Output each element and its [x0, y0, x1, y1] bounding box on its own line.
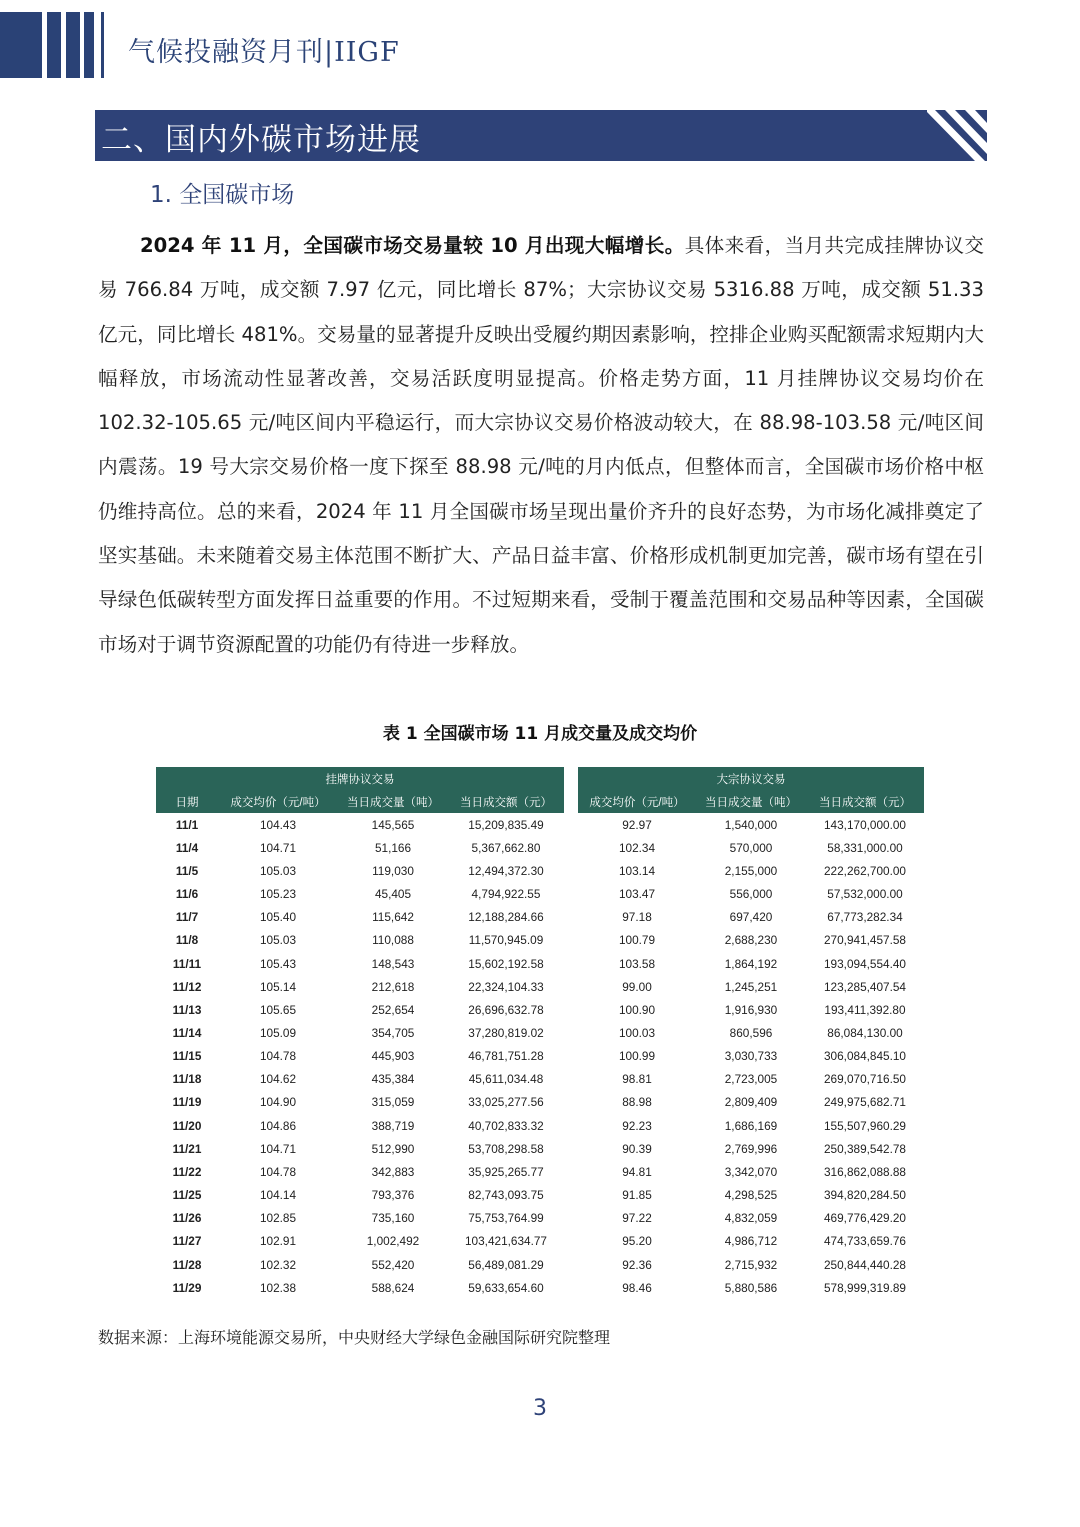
table-cell: 35,925,265.77 — [468, 1164, 544, 1179]
table-row — [156, 1137, 564, 1160]
table-cell: 51,166 — [374, 840, 412, 855]
table-row — [156, 836, 564, 859]
table-cell: 193,411,392.80 — [824, 1002, 906, 1017]
table-cell: 5,880,586 — [724, 1280, 778, 1295]
table-cell: 22,324,104.33 — [468, 979, 544, 994]
table-cell: 105.40 — [259, 910, 297, 925]
table-cell: 102.91 — [259, 1234, 297, 1249]
table-cell: 104.62 — [259, 1072, 297, 1087]
table-cell: 2,769,996 — [724, 1141, 778, 1156]
table-row — [156, 998, 564, 1021]
table-row — [578, 882, 924, 905]
column-header: 成交均价（元/吨） — [218, 790, 338, 813]
date-cell: 11/13 — [172, 1002, 202, 1017]
table-cell: 2,809,409 — [724, 1095, 778, 1110]
table-cell: 40,702,833.32 — [468, 1118, 544, 1133]
table-cell: 212,618 — [371, 979, 415, 994]
table-row — [156, 882, 564, 905]
table-cell: 145,565 — [371, 817, 415, 832]
table-row — [578, 1137, 924, 1160]
table-cell: 104.14 — [259, 1188, 297, 1203]
table-cell: 860,596 — [729, 1025, 773, 1040]
table-cell: 552,420 — [371, 1257, 415, 1272]
table-cell: 105.14 — [259, 979, 297, 994]
table-cell: 193,094,554.40 — [823, 956, 906, 971]
date-cell: 11/7 — [175, 910, 199, 925]
table-cell: 105.43 — [259, 956, 297, 971]
date-cell: 11/26 — [172, 1211, 202, 1226]
table-cell: 3,342,070 — [724, 1164, 778, 1179]
table-cell: 735,160 — [371, 1211, 415, 1226]
table-cell: 155,507,960.29 — [823, 1118, 906, 1133]
date-cell: 11/6 — [175, 887, 199, 902]
table-cell: 12,188,284.66 — [468, 910, 544, 925]
table-cell: 95.20 — [622, 1234, 652, 1249]
date-cell: 11/18 — [172, 1072, 202, 1087]
table-cell: 92.97 — [622, 817, 652, 832]
table-cell: 100.90 — [618, 1002, 656, 1017]
table-row — [578, 1045, 924, 1068]
table-cell: 315,059 — [371, 1095, 415, 1110]
table-cell: 388,719 — [371, 1118, 415, 1133]
table-cell: 2,723,005 — [724, 1072, 778, 1087]
table-cell: 103.58 — [618, 956, 656, 971]
table-cell: 91.85 — [622, 1188, 652, 1203]
table-cell: 59,633,654.60 — [468, 1280, 544, 1295]
table-row — [578, 1068, 924, 1091]
date-cell: 11/27 — [172, 1234, 202, 1249]
table-cell: 75,753,764.99 — [468, 1211, 544, 1226]
table-cell: 99.00 — [622, 979, 652, 994]
table-row — [578, 975, 924, 998]
table-cell: 474,733,659.76 — [823, 1234, 906, 1249]
table-cell: 394,820,284.50 — [823, 1188, 906, 1203]
table-cell: 56,489,081.29 — [468, 1257, 544, 1272]
table-cell: 104.86 — [259, 1118, 297, 1133]
table-cell: 102.85 — [259, 1211, 297, 1226]
date-cell: 11/29 — [172, 1280, 202, 1295]
table-cell: 119,030 — [372, 863, 414, 878]
date-cell: 11/1 — [175, 817, 199, 832]
table-cell: 512,990 — [371, 1141, 415, 1156]
table-row — [578, 859, 924, 882]
table-cell: 469,776,429.20 — [823, 1211, 906, 1226]
table-caption: 表 1 全国碳市场 11 月成交量及成交均价 — [382, 724, 698, 744]
table-row — [578, 952, 924, 975]
table-cell: 15,209,835.49 — [468, 817, 544, 832]
table-cell: 1,916,930 — [724, 1002, 778, 1017]
table-cell: 102.32 — [259, 1257, 297, 1272]
banner-stripes-icon — [927, 110, 987, 161]
date-cell: 11/19 — [172, 1095, 202, 1110]
table-cell: 250,844,440.28 — [823, 1257, 906, 1272]
table-cell: 1,002,492 — [366, 1234, 420, 1249]
table-row — [578, 929, 924, 952]
table-cell: 252,654 — [371, 1002, 415, 1017]
date-cell: 11/15 — [172, 1049, 202, 1064]
table-cell: 33,025,277.56 — [468, 1095, 544, 1110]
table-cell: 316,862,088.88 — [823, 1164, 906, 1179]
table-row — [578, 1253, 924, 1276]
table-row — [578, 836, 924, 859]
sub-heading: 1. 全国碳市场 — [150, 182, 295, 208]
table-cell: 104.78 — [259, 1049, 297, 1064]
table-cell: 104.90 — [259, 1095, 297, 1110]
table-cell: 4,832,059 — [724, 1211, 778, 1226]
table-row — [156, 1207, 564, 1230]
paragraph-body: 具体来看，当月共完成挂牌协议交易 766.84 万吨，成交额 7.97 亿元，同比增长 87%；大宗协议交易 5316.88 万吨，成交额 51.33 亿元，同比增长 481%。交易量的显著提升反映出受履约期因素影响，控排企业购买配额需求短期内大幅释放，市场流动性显著改善，交易活跃度明显提高。价格走势方面，11 月挂牌协议交易均价在 102.32-105.65 元/吨区间内平稳运行，而大宗协议交易价格波动较大，在 88.98-103.58 元/吨区间内震荡。19 号大宗交易价格一度下探至 88.98 元/吨的月内低点，但整体而言，全国碳市场价格中枢仍维持高位。总的来看，2024 年 11 月全国碳市场呈现出量价齐升的良好态势，为市场化减排奠定了坚实基础。未来随着交易主体范围不断扩大、产品日益丰富、价格形成机制更加完善，碳市场有望在引导绿色低碳转型方面发挥日益重要的作用。不过短期来看，受制于覆盖范围和交易品种等因素，全国碳市场对于调节资源配置的功能仍有待进一步释放。 — [98, 234, 984, 656]
table-row — [578, 1276, 924, 1299]
table-cell: 45,405 — [374, 887, 412, 902]
table-cell: 58,331,000.00 — [827, 840, 903, 855]
table-row — [156, 1068, 564, 1091]
table-cell: 90.39 — [622, 1141, 652, 1156]
date-cell: 11/5 — [175, 863, 199, 878]
table-cell: 92.23 — [622, 1118, 652, 1133]
table-cell: 250,389,542.78 — [823, 1141, 906, 1156]
table-cell: 342,883 — [371, 1164, 415, 1179]
table-row — [578, 1230, 924, 1253]
table-cell: 100.79 — [618, 933, 656, 948]
table-cell: 105.09 — [259, 1025, 297, 1040]
table-cell: 1,540,000 — [724, 817, 778, 832]
table-cell: 697,420 — [729, 910, 773, 925]
data-source-note: 数据来源：上海环境能源交易所，中央财经大学绿色金融国际研究院整理 — [98, 1328, 611, 1347]
table-cell: 102.34 — [618, 840, 656, 855]
table-cell: 4,298,525 — [724, 1188, 778, 1203]
table-row — [578, 1091, 924, 1114]
table-cell: 306,084,845.10 — [823, 1049, 906, 1064]
listed-trading-table — [156, 767, 564, 1299]
header-divider — [101, 12, 104, 78]
table-cell: 105.03 — [259, 863, 297, 878]
table-cell: 435,384 — [371, 1072, 415, 1087]
column-header: 当日成交量（吨） — [696, 790, 806, 813]
table-cell: 110,088 — [372, 933, 414, 948]
left-group-header: 挂牌协议交易 — [156, 767, 564, 790]
table-row — [578, 1114, 924, 1137]
table-row — [578, 1184, 924, 1207]
date-cell: 11/14 — [172, 1025, 202, 1040]
table-cell: 1,686,169 — [724, 1118, 778, 1133]
table-cell: 94.81 — [622, 1164, 652, 1179]
table-cell: 570,000 — [729, 840, 773, 855]
table-cell: 104.78 — [259, 1164, 297, 1179]
table-cell: 556,000 — [729, 887, 773, 902]
section-title: 二、国内外碳市场进展 — [101, 122, 421, 158]
table-cell: 143,170,000.00 — [823, 817, 906, 832]
table-row — [156, 859, 564, 882]
table-row — [578, 1160, 924, 1183]
table-cell: 4,794,922.55 — [471, 887, 541, 902]
table-row — [156, 1253, 564, 1276]
table-row — [156, 1276, 564, 1299]
table-row — [156, 906, 564, 929]
table-cell: 92.36 — [622, 1257, 652, 1272]
table-cell: 104.71 — [259, 840, 297, 855]
date-cell: 11/28 — [172, 1257, 202, 1272]
table-cell: 53,708,298.58 — [468, 1141, 544, 1156]
table-cell: 445,903 — [371, 1049, 415, 1064]
table-cell: 1,245,251 — [724, 979, 778, 994]
column-header: 日期 — [156, 790, 218, 813]
column-header: 当日成交额（元） — [448, 790, 564, 813]
date-cell: 11/11 — [172, 956, 202, 971]
body-paragraph — [98, 224, 984, 667]
table-cell: 82,743,093.75 — [468, 1188, 544, 1203]
table-cell: 4,986,712 — [724, 1234, 778, 1249]
table-cell: 578,999,319.89 — [823, 1280, 906, 1295]
table-row — [156, 1230, 564, 1253]
date-cell: 11/12 — [172, 979, 202, 994]
table-row — [156, 1114, 564, 1137]
column-header: 成交均价（元/吨） — [578, 790, 696, 813]
table-cell: 67,773,282.34 — [827, 910, 903, 925]
column-header: 当日成交量（吨） — [338, 790, 448, 813]
table-cell: 100.03 — [618, 1025, 656, 1040]
table-cell: 354,705 — [371, 1025, 415, 1040]
table-row — [156, 1160, 564, 1183]
date-cell: 11/4 — [175, 840, 199, 855]
table-cell: 98.81 — [622, 1072, 652, 1087]
paragraph-lead: 2024 年 11 月，全国碳市场交易量较 10 月出现大幅增长。 — [140, 234, 685, 257]
table-cell: 100.99 — [618, 1049, 656, 1064]
section-banner — [95, 110, 987, 161]
table-row — [578, 1021, 924, 1044]
table-cell: 57,532,000.00 — [827, 887, 903, 902]
table-cell: 123,285,407.54 — [823, 979, 906, 994]
table-cell: 588,624 — [371, 1280, 415, 1295]
table-row — [156, 1184, 564, 1207]
right-group-header: 大宗协议交易 — [578, 767, 924, 790]
table-cell: 104.71 — [259, 1141, 297, 1156]
table-cell: 45,611,034.48 — [468, 1072, 544, 1087]
table-row — [156, 1091, 564, 1114]
table-row — [156, 975, 564, 998]
date-cell: 11/22 — [172, 1164, 202, 1179]
table-row — [156, 1021, 564, 1044]
table-cell: 249,975,682.71 — [823, 1095, 906, 1110]
table-cell: 115,642 — [372, 910, 414, 925]
table-cell: 2,155,000 — [724, 863, 778, 878]
date-cell: 11/8 — [175, 933, 199, 948]
table-cell: 148,543 — [371, 956, 415, 971]
table-cell: 222,262,700.00 — [823, 863, 906, 878]
date-cell: 11/25 — [172, 1188, 202, 1203]
table-cell: 12,494,372.30 — [468, 863, 544, 878]
table-cell: 97.22 — [622, 1211, 652, 1226]
table-row — [156, 929, 564, 952]
block-trading-table — [578, 767, 924, 1299]
page-number: 3 — [533, 1396, 547, 1421]
table-cell: 105.03 — [259, 933, 297, 948]
column-header: 当日成交额（元） — [806, 790, 924, 813]
table-cell: 105.23 — [259, 887, 297, 902]
table-row — [578, 1207, 924, 1230]
table-row — [156, 952, 564, 975]
table-cell: 103,421,634.77 — [464, 1234, 547, 1249]
table-cell: 86,084,130.00 — [827, 1025, 903, 1040]
table-cell: 793,376 — [371, 1188, 415, 1203]
table-cell: 104.43 — [259, 817, 297, 832]
table-cell: 2,715,932 — [724, 1257, 778, 1272]
table-cell: 5,367,662.80 — [471, 840, 541, 855]
table-cell: 2,688,230 — [724, 933, 778, 948]
table-cell: 102.38 — [259, 1280, 297, 1295]
table-cell: 26,696,632.78 — [468, 1002, 544, 1017]
table-row — [578, 906, 924, 929]
date-cell: 11/21 — [172, 1141, 202, 1156]
header-title: 气候投融资月刊|IIGF — [128, 37, 400, 68]
table-cell: 98.46 — [622, 1280, 652, 1295]
table-cell: 97.18 — [622, 910, 652, 925]
table-row — [578, 813, 924, 836]
table-cell: 46,781,751.28 — [468, 1049, 544, 1064]
date-cell: 11/20 — [172, 1118, 202, 1133]
table-row — [578, 998, 924, 1021]
table-cell: 103.14 — [618, 863, 656, 878]
table-cell: 1,864,192 — [724, 956, 778, 971]
table-cell: 269,070,716.50 — [823, 1072, 906, 1087]
table-cell: 103.47 — [618, 887, 656, 902]
table-row — [156, 813, 564, 836]
table-cell: 37,280,819.02 — [468, 1025, 544, 1040]
table-cell: 11,570,945.09 — [468, 933, 544, 948]
table-cell: 15,602,192.58 — [468, 956, 544, 971]
table-cell: 3,030,733 — [724, 1049, 778, 1064]
table-cell: 105.65 — [259, 1002, 297, 1017]
table-row — [156, 1045, 564, 1068]
table-cell: 88.98 — [622, 1095, 652, 1110]
table-cell: 270,941,457.58 — [823, 933, 906, 948]
